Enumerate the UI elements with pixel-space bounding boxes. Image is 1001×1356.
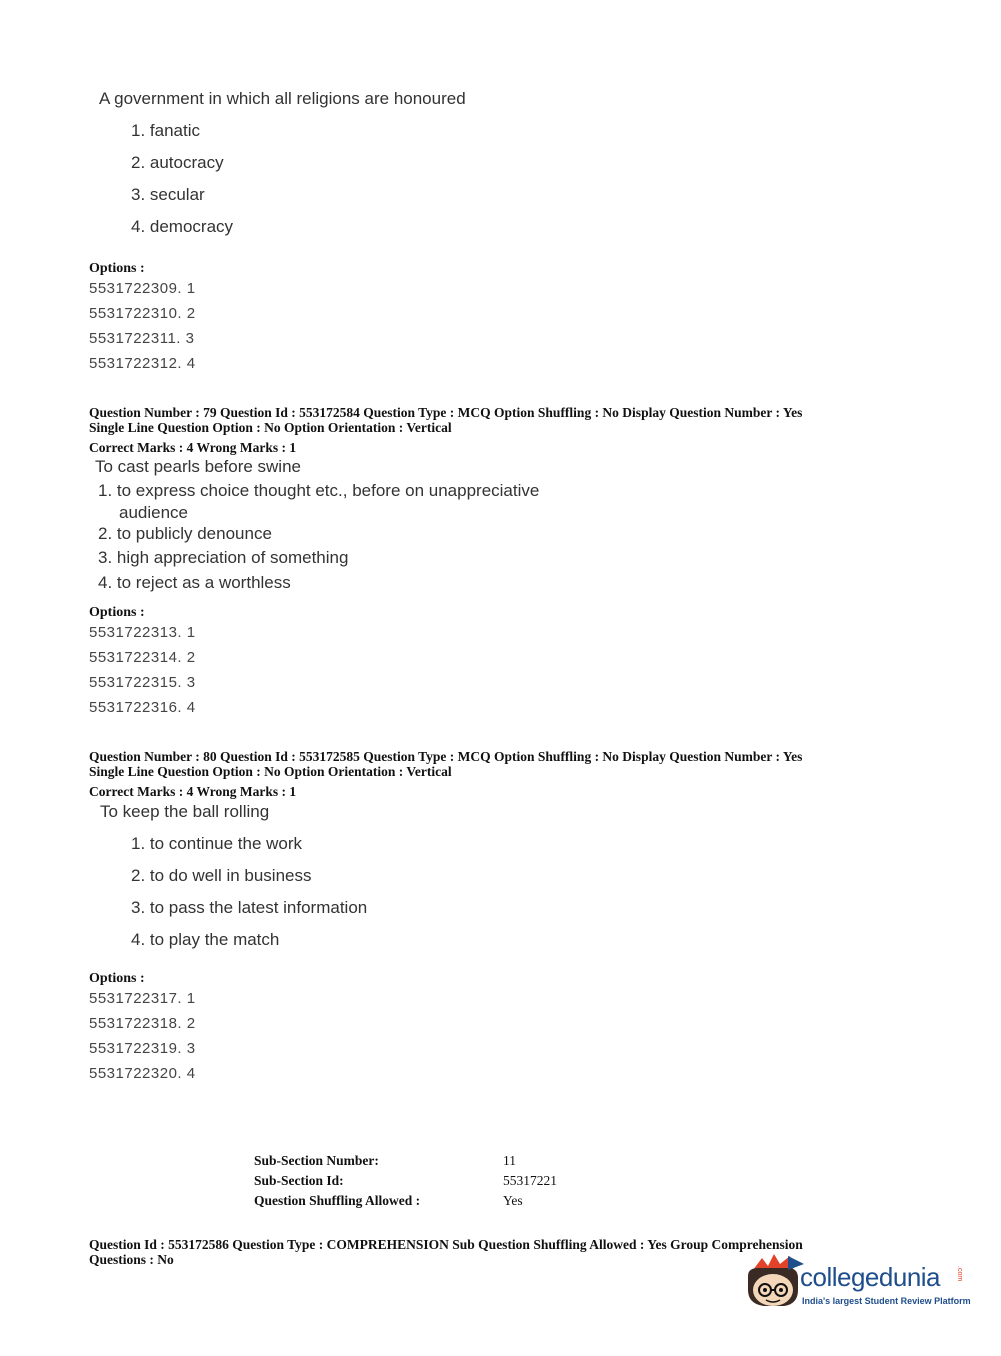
q80-question-text: To keep the ball rolling	[100, 802, 270, 821]
q80-option-2: 2. to do well in business	[131, 866, 312, 885]
q80-meta-line1: Question Number : 80 Question Id : 553172585 Question Type : MCQ Option Shuffling : No Display Question Number : Yes	[89, 749, 803, 764]
q80-option-id-4: 5531722320. 4	[89, 1065, 196, 1082]
q79-option-1-cont: audience	[119, 503, 189, 522]
subsection-number-label: Sub-Section Number:	[254, 1153, 379, 1168]
subsection-number-value: 11	[503, 1153, 516, 1168]
q78-option-id-1: 5531722309. 1	[89, 280, 196, 297]
q78-options-label: Options :	[89, 261, 145, 276]
q79-option-id-1: 5531722313. 1	[89, 624, 196, 641]
q79-marks: Correct Marks : 4 Wrong Marks : 1	[89, 440, 297, 455]
q80-option-id-3: 5531722319. 3	[89, 1040, 196, 1057]
q79-question-text: To cast pearls before swine	[95, 457, 301, 476]
q80-option-4: 4. to play the match	[131, 930, 280, 949]
logo-wordmark: collegedunia	[800, 1262, 941, 1292]
q78-option-1: 1. fanatic	[131, 121, 200, 140]
q80-meta-line2: Single Line Question Option : No Option Orientation : Vertical	[89, 764, 452, 779]
q80-option-3: 3. to pass the latest information	[131, 898, 368, 917]
mascot-icon	[744, 1250, 804, 1316]
q79-option-2: 2. to publicly denounce	[98, 524, 272, 543]
q80-option-id-2: 5531722318. 2	[89, 1015, 196, 1032]
subsection-id-label: Sub-Section Id:	[254, 1173, 344, 1188]
q78-option-4: 4. democracy	[131, 217, 234, 236]
q78-option-2: 2. autocracy	[131, 153, 224, 172]
q78-option-id-4: 5531722312. 4	[89, 355, 196, 372]
q79-option-id-4: 5531722316. 4	[89, 699, 196, 716]
subsection-shuffle-value: Yes	[503, 1193, 523, 1208]
q80-option-1: 1. to continue the work	[131, 834, 303, 853]
q80-options-label: Options :	[89, 971, 145, 986]
comprehension-line1: Question Id : 553172586 Question Type : COMPREHENSION Sub Question Shuffling Allowed : Yes Group Comprehension	[89, 1237, 803, 1252]
q79-options-label: Options :	[89, 605, 145, 620]
q79-option-3: 3. high appreciation of something	[98, 548, 349, 567]
q80-marks: Correct Marks : 4 Wrong Marks : 1	[89, 784, 297, 799]
collegedunia-logo	[744, 1250, 974, 1320]
q79-meta-line2: Single Line Question Option : No Option Orientation : Vertical	[89, 420, 452, 435]
q79-option-id-2: 5531722314. 2	[89, 649, 196, 666]
logo-suffix: .com	[956, 1266, 963, 1282]
subsection-id-value: 55317221	[503, 1173, 557, 1188]
q79-meta-line1: Question Number : 79 Question Id : 553172584 Question Type : MCQ Option Shuffling : No Display Question Number : Yes	[89, 405, 803, 420]
logo-tagline: India's largest Student Review Platform	[802, 1296, 971, 1306]
q78-question-text: A government in which all religions are honoured	[99, 89, 466, 108]
q79-option-4: 4. to reject as a worthless	[98, 573, 291, 592]
q78-option-id-2: 5531722310. 2	[89, 305, 196, 322]
q78-option-id-3: 5531722311. 3	[89, 330, 195, 347]
comprehension-line2: Questions : No	[89, 1252, 174, 1267]
subsection-shuffle-label: Question Shuffling Allowed :	[254, 1193, 421, 1208]
q78-option-3: 3. secular	[131, 185, 205, 204]
q80-option-id-1: 5531722317. 1	[89, 990, 196, 1007]
q79-option-id-3: 5531722315. 3	[89, 674, 196, 691]
q79-option-1: 1. to express choice thought etc., before on unappreciative	[98, 481, 540, 500]
